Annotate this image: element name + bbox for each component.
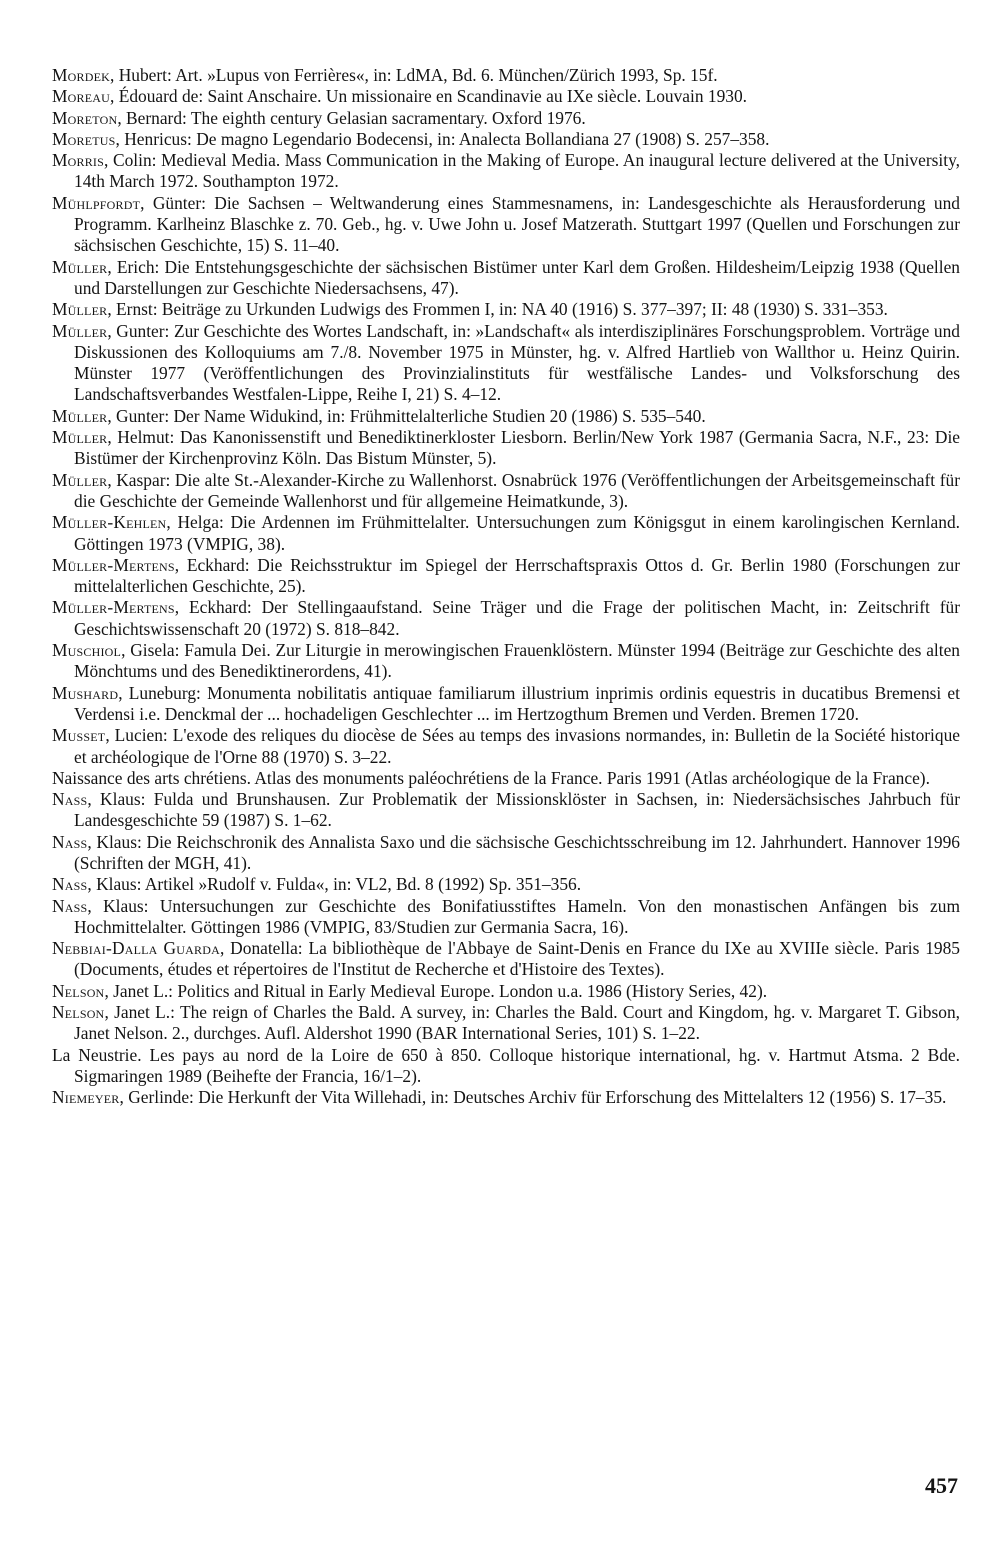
bibliography-entry <box>52 321 960 406</box>
bibliography-entry <box>52 789 960 832</box>
author-surname: Müller <box>52 320 108 341</box>
author-surname: Moretus <box>52 128 116 149</box>
entry-text: , Kaspar: Die alte St.-Alexander-Kirche zu Wallenhorst. Osnabrück 1976 (Veröffentlichungen der Arbeitsgemeinschaft für die Geschichte der Gemeinde Wallenhorst und für allgemeine Heimatkunde, 3). <box>74 469 960 511</box>
author-surname: Nass <box>52 831 88 852</box>
entry-text: , Klaus: Artikel »Rudolf v. Fulda«, in: VL2, Bd. 8 (1992) Sp. 351–356. <box>87 874 582 895</box>
entry-text: , Klaus: Die Reichschronik des Annalista Saxo und die sächsische Geschichtsschreibung im 12. Jahrhundert. Hannover 1996 (Schriften der MGH, 41). <box>74 831 960 873</box>
bibliography-entry <box>52 1087 960 1108</box>
author-surname: Nebbiai-Dalla Guarda <box>52 938 220 959</box>
page-number: 457 <box>925 1473 958 1498</box>
entry-text: , Donatella: La bibliothèque de l'Abbaye de Saint-Denis en France du IXe au XVIIIe siècle. Paris 1985 (Documents, études et répertoires de l'Institut de Recherche et d'Histoire des Textes). <box>74 938 960 980</box>
author-surname: Müller <box>52 405 108 426</box>
entry-text: , Bernard: The eighth century Gelasian sacramentary. Oxford 1976. <box>117 107 586 128</box>
entry-text: , Lucien: L'exode des reliques du diocèse de Sées au temps des invasions normandes, in: Bulletin de la Société historique et archéologique de l'Orne 88 (1970) S. 3–22. <box>74 725 960 767</box>
entry-text: , Janet L.: The reign of Charles the Bald. A survey, in: Charles the Bald. Court and Kingdom, hg. v. Margaret T. Gibson, Janet Nelson. 2., durchges. Aufl. Aldershot 1990 (BAR International Series, 101) S. 1–22. <box>74 1002 960 1044</box>
author-surname: Musset <box>52 725 106 746</box>
author-surname: Müller <box>52 256 108 277</box>
author-surname: Müller-Mertens <box>52 597 175 618</box>
bibliography-entry <box>52 427 960 470</box>
entry-text: , Gisela: Famula Dei. Zur Liturgie in merowingischen Frauenklöstern. Münster 1994 (Beiträge zur Geschichte des alten Mönchtums und des Benediktinerordens, 41). <box>74 640 960 682</box>
entry-text: , Gerlinde: Die Herkunft der Vita Willehadi, in: Deutsches Archiv für Erforschung des Mittelalters 12 (1956) S. 17–35. <box>119 1087 947 1108</box>
bibliography-entry <box>52 257 960 300</box>
bibliography-entry <box>52 725 960 768</box>
author-surname: Niemeyer <box>52 1087 120 1108</box>
bibliography-entry <box>52 193 960 257</box>
entry-text: , Hubert: Art. »Lupus von Ferrières«, in: LdMA, Bd. 6. München/Zürich 1993, Sp. 15f. <box>110 65 718 85</box>
author-surname: Nass <box>52 874 88 895</box>
bibliography-entry <box>52 512 960 555</box>
bibliography-entry <box>52 938 960 981</box>
bibliography-entry <box>52 1045 960 1088</box>
bibliography-entry <box>52 150 960 193</box>
author-surname: Müller-Mertens <box>52 554 175 575</box>
bibliography-entry <box>52 86 960 107</box>
author-surname: Moreton <box>52 107 118 128</box>
entry-text: , Ernst: Beiträge zu Urkunden Ludwigs des Frommen I, in: NA 40 (1916) S. 377–397; II: 48 (1930) S. 331–353. <box>107 299 888 320</box>
author-surname: Moreau <box>52 86 110 107</box>
author-surname: Mühlpfordt <box>52 192 141 213</box>
bibliography-entry <box>52 768 960 789</box>
author-surname: Nass <box>52 789 88 810</box>
bibliography-entry <box>52 981 960 1002</box>
bibliography-entry <box>52 640 960 683</box>
entry-text: , Gunter: Der Name Widukind, in: Frühmittelalterliche Studien 20 (1986) S. 535–540. <box>107 405 706 426</box>
entry-text: , Henricus: De magno Legendario Bodecensi, in: Analecta Bollandiana 27 (1908) S. 257–358. <box>115 128 770 149</box>
author-surname: Müller <box>52 427 108 448</box>
bibliography-entry <box>52 406 960 427</box>
author-surname: Mordek <box>52 65 110 85</box>
entry-text: La Neustrie. Les pays au nord de la Loire de 650 à 850. Colloque historique international, hg. v. Hartmut Atsma. 2 Bde. Sigmaringen 1989 (Beihefte der Francia, 16/1–2). <box>52 1044 960 1086</box>
bibliography-entry <box>52 597 960 640</box>
entry-text: , Luneburg: Monumenta nobilitatis antiquae familiarum illustrium inprimis ordinis equestris in ducatibus Bremensi et Verdensi i.e. Denckmal der ... hochadeligen Geschlechter ... im Hertzogthum Bremen und Verden. Bremen 1720. <box>74 682 960 724</box>
entry-text: , Janet L.: Politics and Ritual in Early Medieval Europe. London u.a. 1986 (History Series, 42). <box>104 980 768 1001</box>
entry-text: , Colin: Medieval Media. Mass Communication in the Making of Europe. An inaugural lecture delivered at the University, 14th March 1972. Southampton 1972. <box>74 150 960 192</box>
bibliography-entry <box>52 1002 960 1045</box>
bibliography-entry <box>52 108 960 129</box>
bibliography-entry <box>52 683 960 726</box>
author-surname: Müller-Kehlen <box>52 512 167 533</box>
author-surname: Nelson <box>52 980 105 1001</box>
bibliography-entry <box>52 129 960 150</box>
bibliography-entry <box>52 470 960 513</box>
entry-text: , Erich: Die Entstehungsgeschichte der sächsischen Bistümer unter Karl dem Großen. Hildesheim/Leipzig 1938 (Quellen und Darstellungen zur Geschichte Niedersachsens, 47). <box>74 256 960 298</box>
bibliography-entry <box>52 65 960 86</box>
bibliography-list <box>52 65 960 1109</box>
author-surname: Muschiol <box>52 640 122 661</box>
entry-text: , Helmut: Das Kanonissenstift und Benediktinerkloster Liesborn. Berlin/New York 1987 (Germania Sacra, N.F., 23: Die Bistümer der Kirchenprovinz Köln. Das Bistum Münster, 5). <box>74 427 960 469</box>
entry-text: , Gunter: Zur Geschichte des Wortes Landschaft, in: »Landschaft« als interdisziplinäres Forschungsproblem. Vorträge und Diskussionen des Kolloquiums am 7./8. November 1975 in Münster, hg. v. Alfred Hartlieb von Wallthor u. Heinz Quirin. Münster 1977 (Veröffentlichungen des Provinzialinstituts für westfälische Landes- und Volksforschung des Landschaftsverbandes Westfalen-Lippe, Reihe I, 21) S. 4–12. <box>74 320 960 405</box>
bibliography-entry <box>52 299 960 320</box>
entry-text: , Édouard de: Saint Anschaire. Un missionaire en Scandinavie au IXe siècle. Louvain 1930. <box>110 86 747 107</box>
bibliography-entry <box>52 832 960 875</box>
author-surname: Nass <box>52 895 88 916</box>
entry-text: , Klaus: Fulda und Brunshausen. Zur Problematik der Missionsklöster in Sachsen, in: Niedersächsisches Jahrbuch für Landesgeschichte 59 (1987) S. 1–62. <box>74 789 960 831</box>
author-surname: Müller <box>52 469 108 490</box>
author-surname: Müller <box>52 299 108 320</box>
entry-text: , Eckhard: Der Stellingaaufstand. Seine Träger und die Frage der politischen Macht, in: Zeitschrift für Geschichtswissenschaft 20 (1972) S. 818–842. <box>74 597 960 639</box>
entry-text: , Helga: Die Ardennen im Frühmittelalter. Untersuchungen zum Königsgut in einem karolingischen Kernland. Göttingen 1973 (VMPIG, 38). <box>74 512 960 554</box>
author-surname: Nelson <box>52 1002 105 1023</box>
entry-text: , Eckhard: Die Reichsstruktur im Spiegel der Herrschaftspraxis Ottos d. Gr. Berlin 1980 (Forschungen zur mittelalterlichen Geschichte, 25). <box>74 554 960 597</box>
author-surname: Mushard <box>52 682 119 703</box>
bibliography-entry <box>52 555 960 598</box>
entry-text: Naissance des arts chrétiens. Atlas des monuments paléochrétiens de la France. Paris 1991 (Atlas archéologique de la France). <box>52 767 930 788</box>
entry-text: , Klaus: Untersuchungen zur Geschichte des Bonifatiusstiftes Hameln. Von den monastischen Anfängen bis zum Hochmittelalter. Göttingen 1986 (VMPIG, 83/Studien zur Germania Sacra, 16). <box>74 895 960 937</box>
author-surname: Morris <box>52 150 105 171</box>
bibliography-entry <box>52 874 960 895</box>
bibliography-entry <box>52 896 960 939</box>
entry-text: , Günter: Die Sachsen – Weltwanderung eines Stammesnamens, in: Landesgeschichte als Herausforderung und Programm. Karlheinz Blaschke z. 70. Geb., hg. v. Uwe John u. Josef Matzerath. Stuttgart 1997 (Quellen und Forschungen zur sächsischen Geschichte, 15) S. 11–40. <box>74 192 960 256</box>
